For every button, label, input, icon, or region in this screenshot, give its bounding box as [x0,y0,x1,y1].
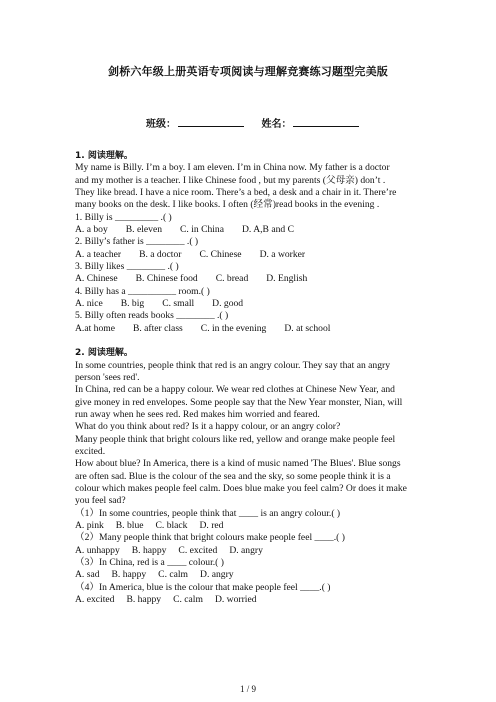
answer-option: D. good [212,298,244,310]
answer-option: A. unhappy [75,544,120,556]
answer-option: A. excited [75,594,115,606]
answer-option: B. eleven [125,224,163,236]
section2-passage [75,360,425,508]
answer-option: A.at home [75,322,115,334]
section1-question: 4. Billy has a __________ room.( ) [75,285,210,297]
answer-option: B. big [120,298,145,310]
section1-passage [75,162,425,211]
section1-options [75,298,425,310]
section1-options [75,224,425,236]
content [75,150,425,606]
info-line [146,115,373,130]
answer-option: B. happy [131,544,167,556]
section2-heading: 2. 阅读理解。 [75,348,133,359]
answer-option: A. nice [75,298,103,310]
answer-option: D. worried [214,594,257,606]
section1-question: 2. Billy’s father is ________ .( ) [75,236,199,248]
answer-option: C. small [162,298,195,310]
answer-option: B. after class [132,322,183,334]
answer-option: A. a teacher [75,248,122,260]
answer-option: A. sad [75,569,100,581]
answer-option: D. angry [229,544,263,556]
section1-passage-line: many books on the desk. I like books. I often (经常)read books in the evening . [75,199,380,211]
section1-options [75,249,425,261]
answer-option: D. red [199,519,224,531]
section2-question: （2）Many people think that bright colours make people feel ____.( ) [75,532,345,544]
section1-question: 1. Billy is _________ .( ) [75,211,172,223]
section1-questions [75,212,425,335]
name-blank[interactable] [293,116,359,127]
section2-passage-line: In China, red can be a happy colour. We wear red clothes at Chinese New Year, and [75,384,395,396]
section1-heading: 1. 阅读理解。 [75,151,133,161]
answer-option: D. at school [284,322,331,334]
answer-option: B. happy [126,594,162,606]
page-number: 1 / 9 [239,684,256,694]
name-label: 姓名： [261,119,292,130]
section2-passage-line: give money in red envelopes. Some people say that the New Year monster, Nian, will [75,396,403,408]
answer-option: A. a boy [75,224,108,236]
section2-passage-line: colour which makes people feel calm. Does blue make you feel calm? Or does it make [75,482,407,494]
class-blank[interactable] [178,116,244,127]
answer-option: B. a doctor [139,248,182,260]
section2-question: （1）In some countries, people think that ____ is an angry colour.( ) [75,507,341,519]
section2-passage-line: you feel sad? [75,495,126,507]
section1-passage-line: My name is Billy. I’m a boy. I am eleven. I’m in China now. My father is a doctor [75,162,390,174]
class-label: 班级： [146,119,176,130]
answer-option: A. pink [75,519,104,531]
section2-questions [75,508,425,607]
answer-option: C. Chinese [199,248,242,260]
section2-options [75,545,425,557]
section2-question: （3）In China, red is a ____ colour.( ) [75,557,224,568]
answer-option: D. English [266,273,308,285]
section2-passage-line: In some countries, people think that red is an angry colour. They say that an angry [75,359,391,371]
section2-passage-line: run away when he sees red. Red makes him worried and feared. [75,408,320,420]
answer-option: C. excited [178,544,218,556]
section2-options [75,569,425,581]
section2-options [75,520,425,532]
answer-option: A. Chinese [75,273,118,285]
answer-option: B. happy [111,569,147,581]
answer-option: C. bread [215,273,249,285]
section2-passage-line: Many people think that bright colours like red, yellow and orange make people feel [75,433,396,445]
answer-option: B. blue [115,519,144,531]
page-title: 剑桥六年级上册英语专项阅读与理解竞赛练习题型完美版 [108,65,388,78]
answer-option: C. in China [180,224,224,236]
section2-passage-line: person 'sees red'. [75,371,140,383]
section2-passage-line: What do you think about red? Is it a happy colour, or an angry color? [75,421,341,433]
section2-passage-line: are often sad. Blue is the colour of the sea and the sky, so some people think it is a [75,470,391,482]
section2-passage-line: How about blue? In America, there is a kind of music named 'The Blues'. Blue songs [75,458,401,470]
section1-question: 3. Billy likes ________ .( ) [75,261,179,273]
answer-option: C. calm [173,594,203,606]
answer-option: C. calm [158,569,189,581]
section1-options [75,323,425,335]
answer-option: C. black [155,519,188,531]
answer-option: D. A,B and C [242,224,294,236]
section1-passage-line: They like bread. I have a nice room. There’s a bed, a desk and a chair in it. There’re [75,187,397,199]
section1-options [75,273,425,285]
answer-option: D. a worker [259,248,306,260]
answer-option: D. angry [200,569,234,581]
answer-option: C. in the evening [200,322,267,334]
section2-question: （4）In America, blue is the colour that make people feel ____.( ) [75,581,331,593]
section1-passage-line: and my mother is a teacher. I like Chinese food , but my parents (父母亲) don’t . [75,174,386,186]
section2-options [75,594,425,606]
section1-question: 5. Billy often reads books ________ .( ) [75,310,229,322]
answer-option: B. Chinese food [135,273,198,285]
section2-passage-line: excited. [75,445,106,457]
